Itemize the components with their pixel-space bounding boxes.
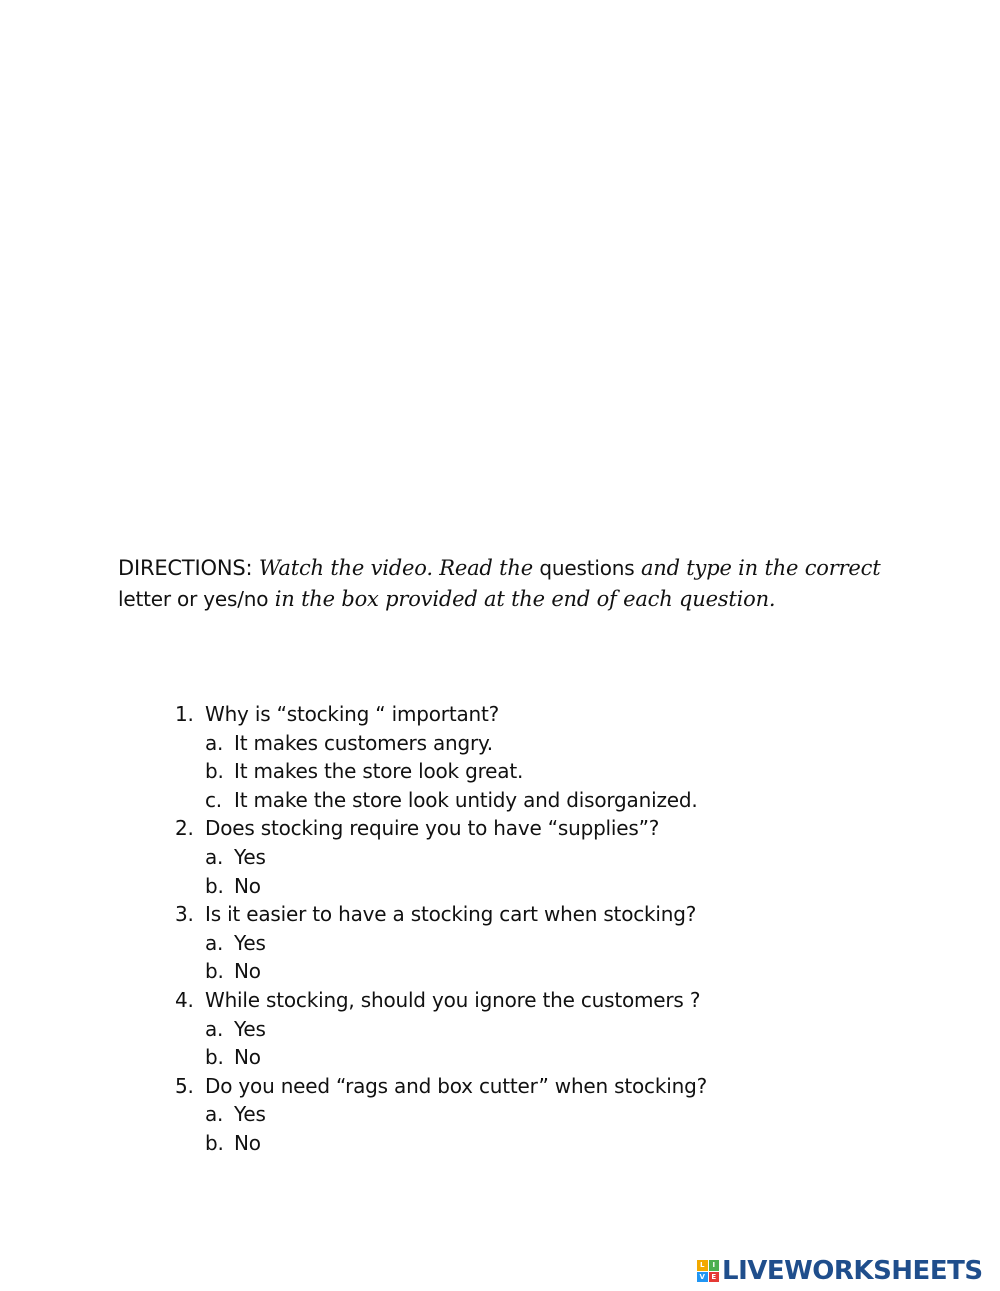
option-letter: a. xyxy=(205,930,224,955)
question-number: 5. xyxy=(175,1073,194,1098)
directions-keyword-answer-format: letter or yes/no xyxy=(118,587,269,611)
directions-text-2: and type in the correct xyxy=(640,556,881,580)
option-letter: a. xyxy=(205,1102,224,1127)
question-3-option-b xyxy=(175,957,875,986)
logo-letter-v: V xyxy=(697,1272,708,1283)
question-5 xyxy=(175,1072,875,1101)
question-number: 1. xyxy=(175,702,194,726)
question-5-option-a xyxy=(175,1100,875,1129)
question-1 xyxy=(175,700,875,729)
option-text: It makes customers angry. xyxy=(234,730,493,755)
logo-text: LIVEWORKSHEETS xyxy=(722,1256,983,1286)
directions-label: DIRECTIONS: xyxy=(118,556,253,580)
directions xyxy=(118,553,888,615)
directions-text-1: Watch the video. Read the xyxy=(258,556,533,580)
option-letter: b. xyxy=(205,759,224,784)
option-text: It make the store look untidy and disorganized. xyxy=(234,787,698,812)
option-text: No xyxy=(234,959,261,984)
logo-letter-l: L xyxy=(697,1260,708,1271)
option-text: It makes the store look great. xyxy=(234,759,524,784)
question-3-option-a xyxy=(175,929,875,958)
question-4 xyxy=(175,986,875,1015)
option-letter: b. xyxy=(205,1130,224,1155)
question-1-option-b xyxy=(175,757,875,786)
logo-letter-i: I xyxy=(709,1260,720,1271)
directions-text-3: in the box provided at the end of each question. xyxy=(274,587,776,611)
liveworksheets-logo[interactable] xyxy=(697,1256,983,1286)
question-list xyxy=(175,700,875,1158)
question-number: 4. xyxy=(175,987,194,1012)
question-1-option-a xyxy=(175,729,875,758)
option-letter: b. xyxy=(205,959,224,984)
option-letter: a. xyxy=(205,844,224,869)
question-4-option-b xyxy=(175,1043,875,1072)
option-letter: a. xyxy=(205,730,224,755)
question-3 xyxy=(175,900,875,929)
question-text: Is it easier to have a stocking cart when stocking? xyxy=(205,902,697,927)
option-text: Yes xyxy=(234,1016,266,1041)
question-text: Why is “stocking “ important? xyxy=(205,702,500,726)
question-1-option-c xyxy=(175,786,875,815)
question-text: Do you need “rags and box cutter” when stocking? xyxy=(205,1073,707,1098)
option-text: No xyxy=(234,1045,261,1070)
question-text: Does stocking require you to have “supplies”? xyxy=(205,816,660,841)
option-letter: a. xyxy=(205,1016,224,1041)
question-number: 2. xyxy=(175,816,194,841)
option-text: No xyxy=(234,1130,261,1155)
liveworksheets-grid-icon xyxy=(697,1260,719,1282)
question-4-option-a xyxy=(175,1015,875,1044)
option-text: Yes xyxy=(234,1102,266,1127)
logo-letter-e: E xyxy=(709,1272,720,1283)
question-text: While stocking, should you ignore the customers ? xyxy=(205,987,701,1012)
question-number: 3. xyxy=(175,902,194,927)
option-text: Yes xyxy=(234,930,266,955)
question-5-option-b xyxy=(175,1129,875,1158)
question-2-option-b xyxy=(175,872,875,901)
option-letter: c. xyxy=(205,787,222,812)
directions-keyword-questions: questions xyxy=(539,556,635,580)
option-letter: b. xyxy=(205,1045,224,1070)
option-text: No xyxy=(234,873,261,898)
question-2-option-a xyxy=(175,843,875,872)
question-2 xyxy=(175,814,875,843)
option-letter: b. xyxy=(205,873,224,898)
option-text: Yes xyxy=(234,844,266,869)
